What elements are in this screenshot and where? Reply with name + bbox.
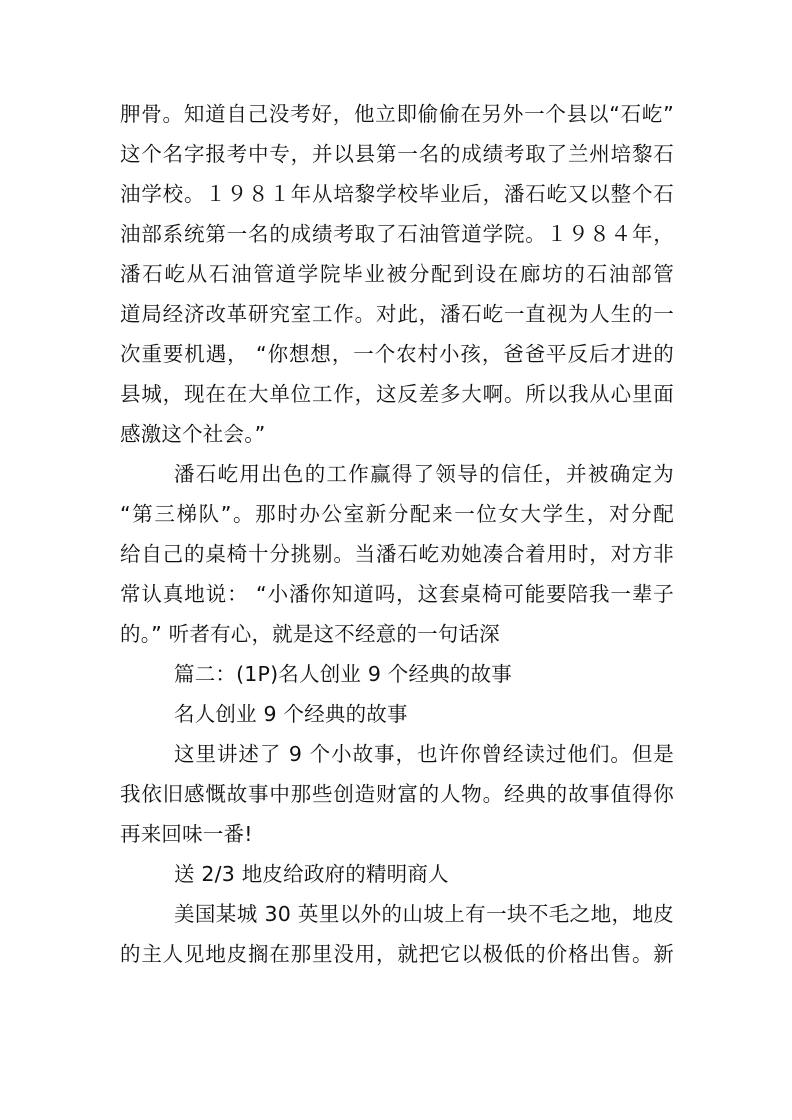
text-line: 这个名字报考中专，并以县第一名的成绩考取了兰州培黎石 [120,142,674,166]
paragraph-start-line: 这里讲述了 9 个小故事，也许你曾经读过他们。但是 [174,742,674,766]
article-title: 名人创业 9 个经典的故事 [174,702,408,726]
text-line: 次重要机遇， “你想想，一个农村小孩，爸爸平反后才进的 [120,342,674,366]
story-title: 送 2/3 地皮给政府的精明商人 [174,862,449,886]
text-line: 给自己的桌椅十分挑剔。当潘石屹劝她凑合着用时，对方非 [120,542,674,566]
text-line: 油部系统第一名的成绩考取了石油管道学院。１９８４年， [120,222,674,246]
section-heading: 篇二：(1P)名人创业 9 个经典的故事 [174,662,512,686]
text-line: 潘石屹从石油管道学院毕业被分配到设在廊坊的石油部管 [120,262,674,286]
text-line: 油学校。１９８１年从培黎学校毕业后，潘石屹又以整个石 [120,182,674,206]
text-line: 感激这个社会。” [120,422,266,446]
text-line: 县城，现在在大单位工作，这反差多大啊。所以我从心里面 [120,382,674,406]
text-line: 我依旧感慨故事中那些创造财富的人物。经典的故事值得你 [120,782,674,806]
text-line: 道局经济改革研究室工作。对此，潘石屹一直视为人生的一 [120,302,674,326]
paragraph-start-line: 潘石屹用出色的工作赢得了领导的信任，并被确定为 [174,462,674,486]
text-line: 常认真地说： “小潘你知道吗，这套桌椅可能要陪我一辈子 [120,582,674,606]
text-line: 的主人见地皮搁在那里没用，就把它以极低的价格出售。新 [120,942,674,966]
text-line: 再来回味一番! [120,822,253,846]
paragraph-start-line: 美国某城 30 英里以外的山坡上有一块不毛之地，地皮 [174,902,674,926]
text-line: 胛骨。知道自己没考好，他立即偷偷在另外一个县以“石屹” [120,102,674,126]
text-line: “第三梯队”。那时办公室新分配来一位女大学生，对分配 [120,502,674,526]
text-line: 的。” 听者有心，就是这不经意的一句话深 [120,622,500,646]
document-page [120,94,674,974]
